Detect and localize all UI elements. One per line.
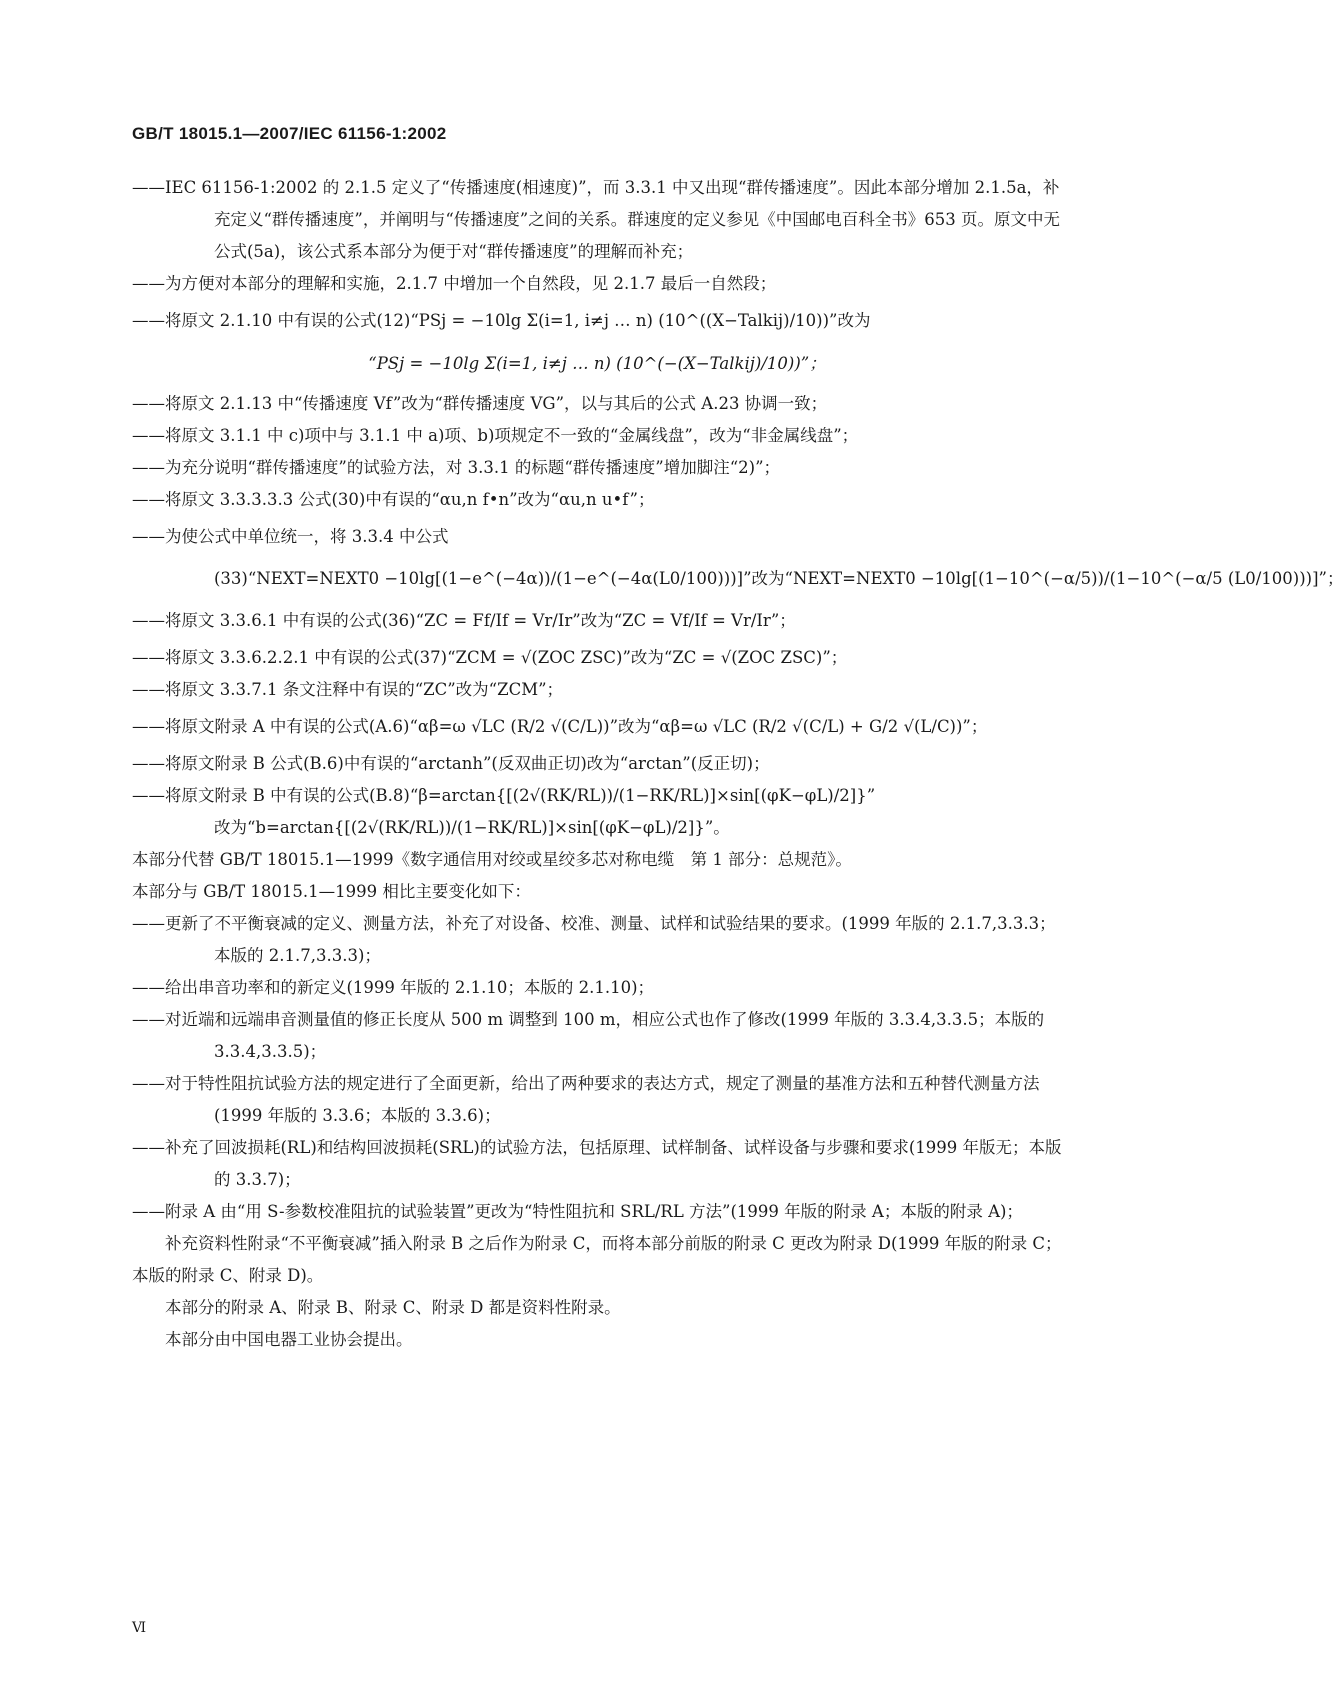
formula-intro: ——将原文 3.3.6.2.2.1 中有误的公式(37) — [132, 648, 448, 667]
list-item-formula-b8 — [132, 780, 1062, 844]
formula-12-corrected — [132, 348, 1062, 380]
page-number: Ⅵ — [132, 1620, 147, 1636]
list-item-formula-36 — [132, 600, 1062, 642]
change-item: ——附录 A 由“用 S-参数校准阻抗的试验装置”更改为“特性阻抗和 SRL/RL 方法”(1999 年版的附录 A；本版的附录 A)； — [132, 1202, 1023, 1221]
closing-paragraph: 本部分由中国电器工业协会提出。 — [165, 1330, 413, 1349]
list-item-formula-a6 — [132, 706, 1062, 748]
formula-connector: ”改为 — [829, 311, 871, 330]
list-item-formula-12 — [132, 300, 1062, 342]
list-item: ——将原文 3.3.3.3.3 公式(30)中有误的“αu,n f•n”改为“αu,n u•f”； — [132, 490, 655, 509]
change-item: ——补充了回波损耗(RL)和结构回波损耗(SRL)的试验方法，包括原理、试样制备、试样设备与步骤和要求(1999 年版无；本版的 3.3.7)； — [132, 1138, 1062, 1189]
change-item: ——对近端和远端串音测量值的修正长度从 500 m 调整到 100 m，相应公式也作了修改(1999 年版的 3.3.4,3.3.5；本版的 3.3.4,3.3.5)； — [132, 1010, 1045, 1061]
formula-intro: ——为使公式中单位统一，将 3.3.4 中公式(33) — [132, 527, 449, 588]
formula-intro: ——将原文附录 B 中有误的公式(B.8) — [132, 786, 410, 805]
list-item-formula-33 — [132, 516, 1343, 600]
changes-intro: 本部分与 GB/T 18015.1—1999 相比主要变化如下： — [132, 882, 531, 901]
list-item-formula-37 — [132, 642, 1062, 674]
closing-paragraph: 补充资料性附录“不平衡衰减”插入附录 B 之后作为附录 C，而将本部分前版的附录 C 更改为附录 D(1999 年版的附录 C；本版的附录 C、附录 D)。 — [132, 1234, 1062, 1285]
formula-b8-wrong: “β=arctan{[(2√(RK/RL))/(1−RK/RL)]×sin[(φK−φL)/2]}” — [409, 786, 876, 805]
replacement-paragraph: 本部分代替 GB/T 18015.1—1999《数字通信用对绞或星绞多芯对称电缆 第 1 部分：总规范》。 — [132, 850, 852, 869]
closing-paragraph: 本部分的附录 A、附录 B、附录 C、附录 D 都是资料性附录。 — [165, 1298, 621, 1317]
list-item: ——IEC 61156-1:2002 的 2.1.5 定义了“传播速度(相速度)”，而 3.3.1 中又出现“群传播速度”。因此本部分增加 2.1.5a，补充定义“群传播速度”，并阐明与“传播速度”之间的关系。群速度的定义参见《中国邮电百科全书》653 页。原文中无公式(5a)，该公式系本部分为便于对“群传播速度”的理解而补充； — [132, 178, 1060, 261]
formula-12-right: “PSj = −10lg Σ(i=1, i≠j … n) (10^(−(X−Talkij)/10))”； — [368, 354, 826, 373]
formula-b8-right: 改为“b=arctan{[(2√(RK/RL))/(1−RK/RL)]×sin[(φK−φL)/2]}”。 — [214, 818, 730, 837]
document-header: GB/T 18015.1—2007/IEC 61156-1:2002 — [132, 124, 447, 143]
formula-12-wrong: “PSj = −10lg Σ(i=1, i≠j … n) (10^((X−Talkij)/10)) — [410, 311, 830, 330]
list-item: ——为方便对本部分的理解和实施，2.1.7 中增加一个自然段，见 2.1.7 最后一自然段； — [132, 274, 777, 293]
list-item: ——将原文附录 B 公式(B.6)中有误的“arctanh”(反双曲正切)改为“arctan”(反正切)； — [132, 754, 770, 773]
formula-intro: ——将原文附录 A 中有误的公式(A.6) — [132, 717, 410, 736]
list-item: ——将原文 2.1.13 中“传播速度 Vf”改为“群传播速度 VG”，以与其后的公式 A.23 协调一致； — [132, 394, 828, 413]
change-item: ——更新了不平衡衰减的定义、测量方法，补充了对设备、校准、测量、试样和试验结果的要求。(1999 年版的 2.1.7,3.3.3；本版的 2.1.7,3.3.3)； — [132, 914, 1056, 965]
formula-37: “ZCM = √(ZOC ZSC)”改为“ZC = √(ZOC ZSC)”； — [447, 648, 848, 667]
document-body — [132, 172, 1343, 1356]
formula-36: “ZC = Ff/If = Vr/Ir”改为“ZC = Vf/If = Vr/Ir”； — [415, 611, 796, 630]
formula-intro: ——将原文 2.1.10 中有误的公式(12) — [132, 311, 411, 330]
change-item: ——给出串音功率和的新定义(1999 年版的 2.1.10；本版的 2.1.10)； — [132, 978, 655, 997]
formula-33: “NEXT=NEXT0 −10lg[(1−e^(−4α))/(1−e^(−4α(L0/100)))]”改为“NEXT=NEXT0 −10lg[(1−10^(−α/5))/(1−10^(−α/5 (L0/100)))]”； — [247, 569, 1343, 588]
formula-intro: ——将原文 3.3.6.1 中有误的公式(36) — [132, 611, 416, 630]
list-item: ——将原文 3.1.1 中 c)项中与 3.1.1 中 a)项、b)项规定不一致的“金属线盘”，改为“非金属线盘”； — [132, 426, 859, 445]
list-item: ——为充分说明“群传播速度”的试验方法，对 3.3.1 的标题“群传播速度”增加脚注“2)”； — [132, 458, 781, 477]
change-item: ——对于特性阻抗试验方法的规定进行了全面更新，给出了两种要求的表达方式，规定了测量的基准方法和五种替代测量方法(1999 年版的 3.3.6；本版的 3.3.6)； — [132, 1074, 1040, 1125]
list-item: ——将原文 3.3.7.1 条文注释中有误的“ZC”改为“ZCM”； — [132, 680, 564, 699]
formula-a6: “αβ=ω √LC (R/2 √(C/L))”改为“αβ=ω √LC (R/2 √(C/L) + G/2 √(L/C))”； — [409, 717, 988, 736]
